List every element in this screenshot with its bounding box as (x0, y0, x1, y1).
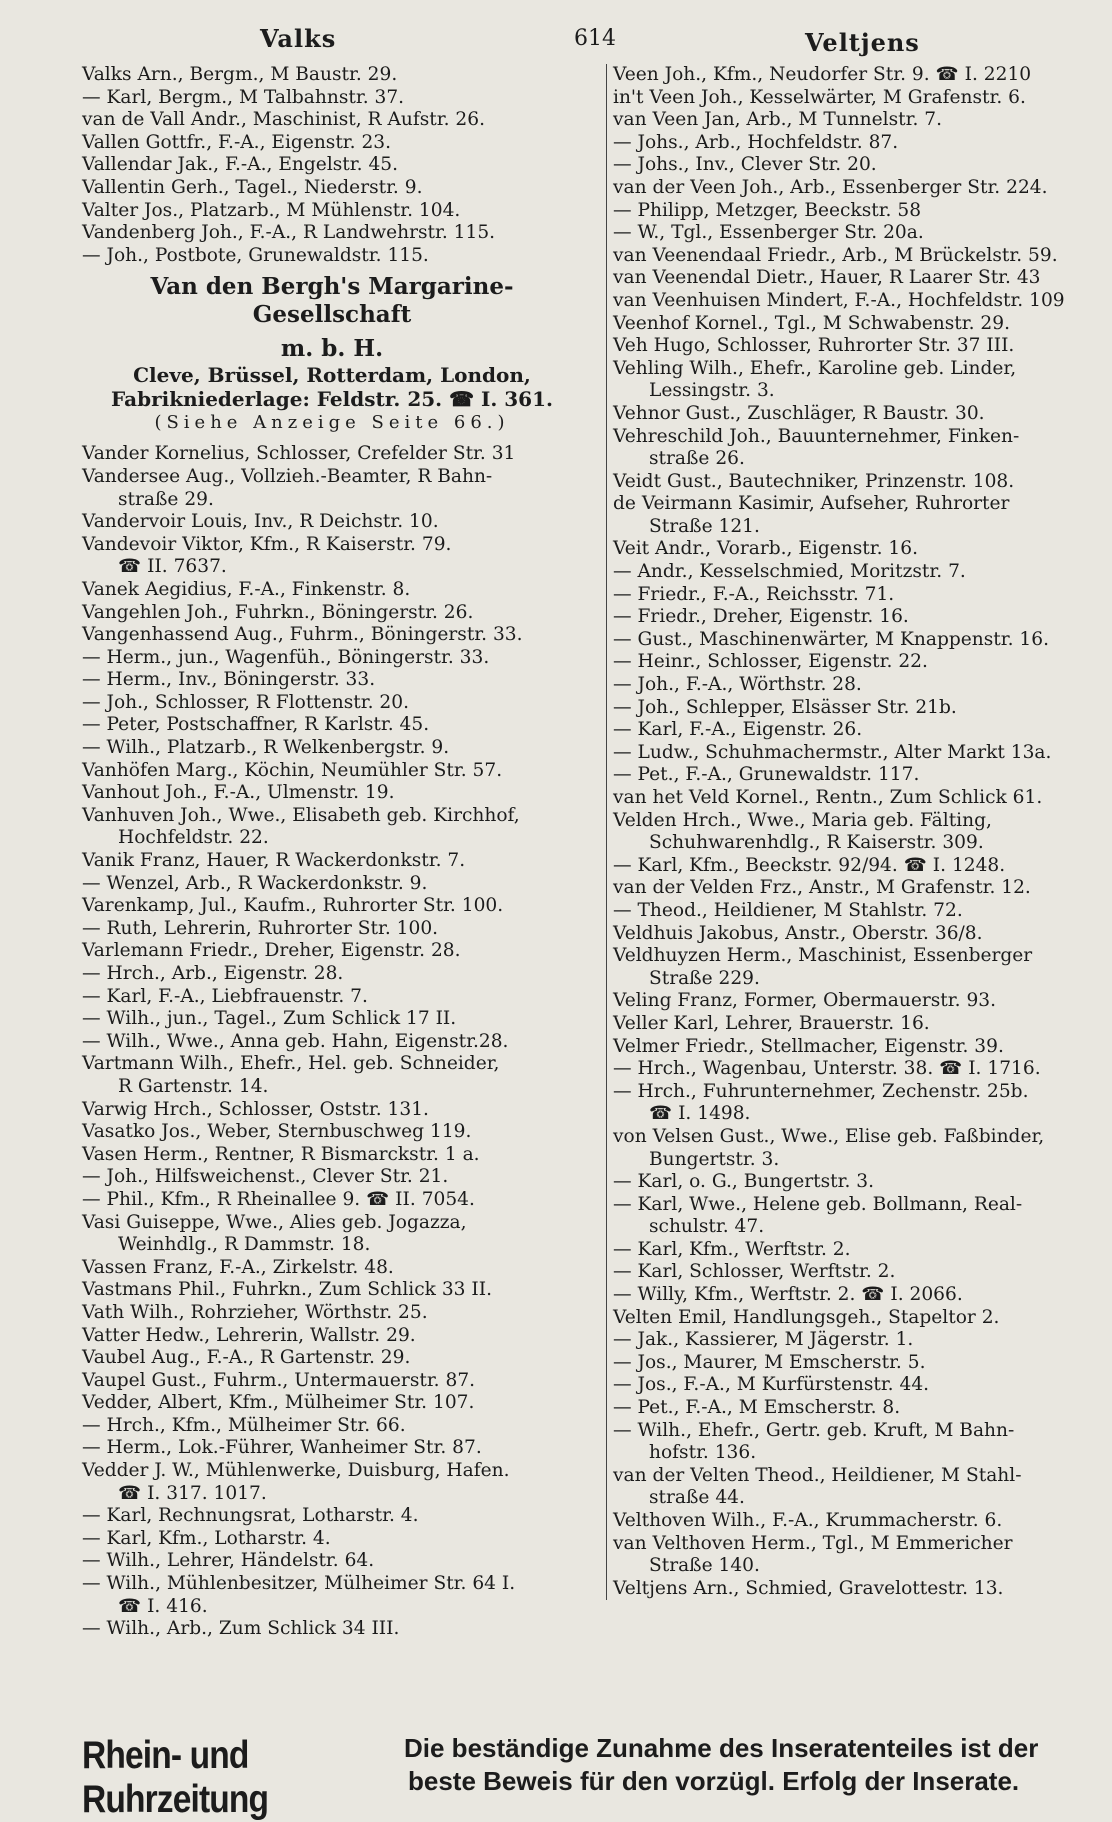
directory-entry: Velden Hrch., Wwe., Maria geb. Fälting, (613, 809, 992, 831)
directory-entry: Veenhof Kornel., Tgl., M Schwabenstr. 29. (613, 312, 1010, 334)
company-note: (Siehe Anzeige Seite 66.) (154, 412, 510, 434)
entry-continuation: Lessingstr. 3. (649, 380, 775, 402)
directory-entry: — Karl, Wwe., Helene geb. Bollmann, Real- (613, 1193, 1023, 1215)
entry-continuation: ☎ II. 7637. (118, 556, 227, 578)
directory-entry: Vehnor Gust., Zuschläger, R Baustr. 30. (613, 402, 985, 424)
directory-entry: — Pet., F.-A., M Emscherstr. 8. (613, 1397, 901, 1419)
directory-entry: Vandervoir Louis, Inv., R Deichstr. 10. (82, 511, 439, 533)
directory-entry: van der Velten Theod., Heildiener, M Stahl- (613, 1464, 1022, 1486)
directory-entry: — Heinr., Schlosser, Eigenstr. 22. (613, 651, 928, 673)
directory-entry: — Wilh., jun., Tagel., Zum Schlick 17 II. (82, 1008, 457, 1030)
directory-entry: — Karl, F.-A., Eigenstr. 26. (613, 719, 863, 741)
directory-entry: in't Veen Joh., Kesselwärter, M Grafenstr. 6. (613, 86, 1026, 108)
page-header (0, 20, 1112, 60)
ad-line-2: beste Beweis für den vorzügl. Erfolg der Inserate. (408, 1766, 1020, 1796)
directory-entry: Vandenberg Joh., F.-A., R Landwehrstr. 115. (82, 222, 496, 244)
directory-entry: Vath Wilh., Rohrzieher, Wörthstr. 25. (82, 1301, 428, 1323)
entry-continuation: Straße 229. (649, 967, 760, 989)
directory-entry: von Velsen Gust., Wwe., Elise geb. Faßbinder, (613, 1125, 1045, 1147)
left-column (82, 64, 582, 1641)
directory-entry: Vallendar Jak., F.-A., Engelstr. 45. (82, 154, 399, 176)
directory-entry: — Friedr., F.-A., Reichsstr. 71. (613, 583, 895, 605)
directory-entry: Valks Arn., Bergm., M Baustr. 29. (82, 64, 398, 85)
directory-entry: — Karl, Bergm., M Talbahnstr. 37. (82, 86, 405, 108)
directory-entry: Vehreschild Joh., Bauunternehmer, Finken- (613, 425, 1020, 447)
directory-entry: Varenkamp, Jul., Kaufm., Ruhrorter Str. 100. (82, 895, 504, 917)
directory-entry: Vartmann Wilh., Ehefr., Hel. geb. Schneider, (82, 1053, 500, 1075)
entry-continuation: straße 26. (649, 448, 745, 470)
directory-entry: — Andr., Kesselschmied, Moritzstr. 7. (613, 561, 966, 583)
directory-entry: Vanik Franz, Hauer, R Wackerdonkstr. 7. (82, 850, 466, 872)
company-cities: Cleve, Brüssel, Rotterdam, London, (133, 363, 531, 388)
right-entries (613, 64, 1112, 1600)
entry-continuation: Straße 121. (649, 515, 760, 537)
directory-entry: — Ludw., Schuhmachermstr., Alter Markt 13a. (613, 741, 1052, 763)
directory-entry: Velmer Friedr., Stellmacher, Eigenstr. 39. (613, 1035, 1004, 1057)
left-entries-2 (82, 443, 582, 1640)
directory-entry: Velthoven Wilh., F.-A., Krummacherstr. 6. (613, 1510, 1003, 1531)
directory-entry: Vassen Franz, F.-A., Zirkelstr. 48. (82, 1256, 394, 1278)
directory-entry: Veen Joh., Kfm., Neudorfer Str. 9. ☎ I. 2210 (613, 64, 1032, 85)
directory-entry: — Karl, Kfm., Werftstr. 2. (613, 1238, 851, 1260)
directory-entry: — Joh., Schlosser, R Flottenstr. 20. (82, 691, 410, 713)
directory-entry: — W., Tgl., Essenberger Str. 20a. (613, 222, 924, 244)
directory-entry: — Peter, Postschaffner, R Karlstr. 45. (82, 714, 430, 736)
directory-entry: — Herm., Inv., Böningerstr. 33. (82, 669, 376, 691)
directory-entry: — Karl, o. G., Bungertstr. 3. (613, 1171, 875, 1193)
directory-entry: — Hrch., Fuhrunternehmer, Zechenstr. 25b. (613, 1080, 1029, 1102)
entry-continuation: Bungertstr. 3. (649, 1148, 780, 1170)
directory-entry: — Karl, Kfm., Beeckstr. 92/94. ☎ I. 1248. (613, 854, 1006, 876)
company-factory: Fabrikniederlage: Feldstr. 25. ☎ I. 361. (111, 387, 553, 412)
directory-entry: Varlemann Friedr., Dreher, Eigenstr. 28. (82, 940, 461, 962)
directory-entry: Vandersee Aug., Vollzieh.-Beamter, R Bahn- (82, 465, 493, 487)
directory-entry: van Veen Jan, Arb., M Tunnelstr. 7. (613, 109, 943, 131)
directory-entry: Vangenhassend Aug., Fuhrm., Böningerstr. 33. (82, 624, 523, 646)
directory-entry: — Wilh., Platzarb., R Welkenbergstr. 9. (82, 737, 450, 759)
directory-entry: Veidt Gust., Bautechniker, Prinzenstr. 108. (613, 470, 1015, 492)
directory-entry: Veldhuis Jakobus, Anstr., Oberstr. 36/8. (613, 922, 983, 944)
directory-entry: van Veenendal Dietr., Hauer, R Laarer Str. 43 (613, 267, 1041, 289)
directory-entry: — Karl, Kfm., Lotharstr. 4. (82, 1527, 331, 1549)
directory-entry: Veller Karl, Lehrer, Brauerstr. 16. (613, 1012, 930, 1034)
directory-entry: — Wilh., Mühlenbesitzer, Mülheimer Str. 64 I. (82, 1573, 516, 1595)
right-column (606, 64, 1112, 1600)
directory-entry: Vaubel Aug., F.-A., R Gartenstr. 29. (82, 1347, 411, 1369)
directory-entry: Vedder, Albert, Kfm., Mülheimer Str. 107. (82, 1392, 475, 1414)
entry-continuation: ☎ I. 416. (118, 1595, 208, 1617)
header-left-keyword: Valks (260, 24, 337, 53)
company-name: Van den Bergh's Margarine-Gesellschaft (150, 273, 514, 329)
directory-entry: — Herm., jun., Wagenfüh., Böningerstr. 33. (82, 646, 490, 668)
left-entries-1 (82, 64, 582, 267)
directory-entry: Vallen Gottfr., F.-A., Eigenstr. 23. (82, 131, 392, 153)
directory-entry: Veh Hugo, Schlosser, Ruhrorter Str. 37 III. (613, 335, 1015, 357)
directory-entry: — Theod., Heildiener, M Stahlstr. 72. (613, 899, 963, 921)
directory-entry: Vangehlen Joh., Fuhrkn., Böningerstr. 26. (82, 601, 474, 623)
directory-entry: van de Vall Andr., Maschinist, R Aufstr. 26. (82, 109, 485, 131)
directory-entry: Vandevoir Viktor, Kfm., R Kaiserstr. 79. (82, 533, 452, 555)
directory-entry: — Wilh., Arb., Zum Schlick 34 III. (82, 1618, 400, 1640)
directory-entry: — Gust., Maschinenwärter, M Knappenstr. 16. (613, 628, 1049, 650)
directory-entry: — Hrch., Wagenbau, Unterstr. 38. ☎ I. 1716. (613, 1058, 1041, 1080)
directory-entry: Vasi Guiseppe, Wwe., Alies geb. Jogazza, (82, 1211, 467, 1233)
directory-entry: — Joh., Postbote, Grunewaldstr. 115. (82, 244, 429, 266)
directory-entry: — Karl, F.-A., Liebfrauenstr. 7. (82, 985, 368, 1007)
directory-entry: van het Veld Kornel., Rentn., Zum Schlick 61. (613, 787, 1043, 808)
directory-entry: — Wilh., Ehefr., Gertr. geb. Kruft, M Bahn- (613, 1419, 1015, 1441)
entry-continuation: straße 29. (118, 488, 214, 510)
directory-entry: van Velthoven Herm., Tgl., M Emmericher (613, 1532, 1013, 1554)
directory-entry: — Philipp, Metzger, Beeckstr. 58 (613, 199, 922, 221)
directory-entry: de Veirmann Kasimir, Aufseher, Ruhrorter (613, 493, 1010, 515)
directory-entry: — Joh., F.-A., Wörthstr. 28. (613, 674, 862, 696)
directory-entry: — Jos., F.-A., M Kurfürstenstr. 44. (613, 1374, 930, 1396)
directory-entry: — Jos., Maurer, M Emscherstr. 5. (613, 1351, 926, 1373)
entry-continuation: ☎ I. 317. 1017. (118, 1482, 267, 1504)
directory-entry: van der Velden Frz., Anstr., M Grafenstr. 12. (613, 877, 1031, 899)
advertisement (82, 1730, 1102, 1821)
directory-entry: Vaupel Gust., Fuhrm., Untermauerstr. 87. (82, 1369, 476, 1391)
entry-continuation: Hochfeldstr. 22. (118, 827, 269, 849)
entry-continuation: straße 44. (649, 1487, 745, 1509)
directory-entry: — Herm., Lok.-Führer, Wanheimer Str. 87. (82, 1437, 482, 1459)
directory-entry: — Johs., Arb., Hochfeldstr. 87. (613, 131, 899, 153)
directory-entry: Veltjens Arn., Schmied, Gravelottestr. 13. (613, 1577, 1004, 1599)
entry-continuation: schulstr. 47. (649, 1216, 765, 1238)
directory-entry: — Friedr., Dreher, Eigenstr. 16. (613, 606, 909, 628)
entry-continuation: hofstr. 136. (649, 1442, 757, 1464)
directory-entry: Veldhuyzen Herm., Maschinist, Essenberger (613, 945, 1033, 967)
directory-entry: Varwig Hrch., Schlosser, Oststr. 131. (82, 1098, 429, 1120)
entry-continuation: Straße 140. (649, 1555, 760, 1577)
directory-entry: Vanhuven Joh., Wwe., Elisabeth geb. Kirchhof, (82, 804, 520, 826)
directory-entry: — Willy, Kfm., Werftstr. 2. ☎ I. 2066. (613, 1284, 963, 1306)
directory-entry: — Joh., Hilfsweichenst., Clever Str. 21. (82, 1166, 449, 1188)
directory-entry: Vanek Aegidius, F.-A., Finkenstr. 8. (82, 578, 411, 600)
directory-entry: Vastmans Phil., Fuhrkn., Zum Schlick 33 II. (82, 1279, 493, 1301)
directory-entry: — Karl, Rechnungsrat, Lotharstr. 4. (82, 1505, 419, 1527)
directory-entry: Valter Jos., Platzarb., M Mühlenstr. 104. (82, 199, 461, 221)
ad-logo-text: Rhein- und Ruhrzeitung (82, 1734, 269, 1821)
directory-entry: — Pet., F.-A., Grunewaldstr. 117. (613, 764, 920, 786)
entry-continuation: ☎ I. 1498. (649, 1103, 751, 1125)
directory-entry: Veling Franz, Former, Obermauerstr. 93. (613, 990, 997, 1012)
directory-entry: Vedder J. W., Mühlenwerke, Duisburg, Hafen. (82, 1460, 510, 1482)
directory-entry: — Hrch., Arb., Eigenstr. 28. (82, 963, 344, 984)
directory-entry: van Veenhuisen Mindert, F.-A., Hochfeldstr. 109 (613, 289, 1065, 311)
directory-entry: — Johs., Inv., Clever Str. 20. (613, 154, 877, 176)
directory-entry: Vehling Wilh., Ehefr., Karoline geb. Linder, (613, 357, 1017, 379)
directory-entry: — Karl, Schlosser, Werftstr. 2. (613, 1261, 896, 1283)
directory-entry: Vanhöfen Marg., Köchin, Neumühler Str. 57. (82, 759, 503, 781)
directory-entry: — Wilh., Wwe., Anna geb. Hahn, Eigenstr.28. (82, 1030, 509, 1052)
directory-entry: Vanhout Joh., F.-A., Ulmenstr. 19. (82, 782, 395, 804)
directory-entry: van der Veen Joh., Arb., Essenberger Str. 224. (613, 176, 1048, 198)
directory-entry: Vallentin Gerh., Tagel., Niederstr. 9. (82, 176, 423, 198)
ad-text (404, 1732, 1104, 1798)
directory-entry: — Wenzel, Arb., R Wackerdonkstr. 9. (82, 872, 428, 894)
entry-continuation: Weinhdlg., R Dammstr. 18. (118, 1234, 371, 1256)
ad-line-1: Die beständige Zunahme des Inseratenteiles ist der (404, 1733, 1039, 1763)
directory-entry: Vasen Herm., Rentner, R Bismarckstr. 1 a. (82, 1143, 480, 1165)
entry-continuation: Schuhwarenhdlg., R Kaiserstr. 309. (649, 832, 984, 854)
directory-entry: — Wilh., Lehrer, Händelstr. 64. (82, 1550, 375, 1572)
directory-entry: Vasatko Jos., Weber, Sternbuschweg 119. (82, 1121, 472, 1143)
entry-continuation: R Gartenstr. 14. (118, 1075, 269, 1097)
directory-entry: — Ruth, Lehrerin, Ruhrorter Str. 100. (82, 917, 439, 939)
directory-entry: — Joh., Schlepper, Elsässer Str. 21b. (613, 696, 957, 718)
page-number: 614 (574, 26, 616, 51)
directory-entry: — Jak., Kassierer, M Jägerstr. 1. (613, 1329, 914, 1351)
company-form: m. b. H. (280, 335, 384, 363)
directory-entry: Veit Andr., Vorarb., Eigenstr. 16. (613, 538, 918, 560)
directory-entry: Vander Kornelius, Schlosser, Crefelder Str. 31 (82, 443, 516, 465)
ad-logo (82, 1730, 392, 1821)
directory-entry: — Hrch., Kfm., Mülheimer Str. 66. (82, 1414, 406, 1436)
directory-entry: Vatter Hedw., Lehrerin, Wallstr. 29. (82, 1324, 416, 1346)
directory-entry: — Phil., Kfm., R Rheinallee 9. ☎ II. 7054. (82, 1188, 475, 1210)
directory-entry: van Veenendaal Friedr., Arb., M Brückelstr. 59. (613, 244, 1058, 266)
header-right-keyword: Veltjens (805, 28, 920, 57)
directory-entry: Velten Emil, Handlungsgeh., Stapeltor 2. (613, 1306, 1000, 1328)
